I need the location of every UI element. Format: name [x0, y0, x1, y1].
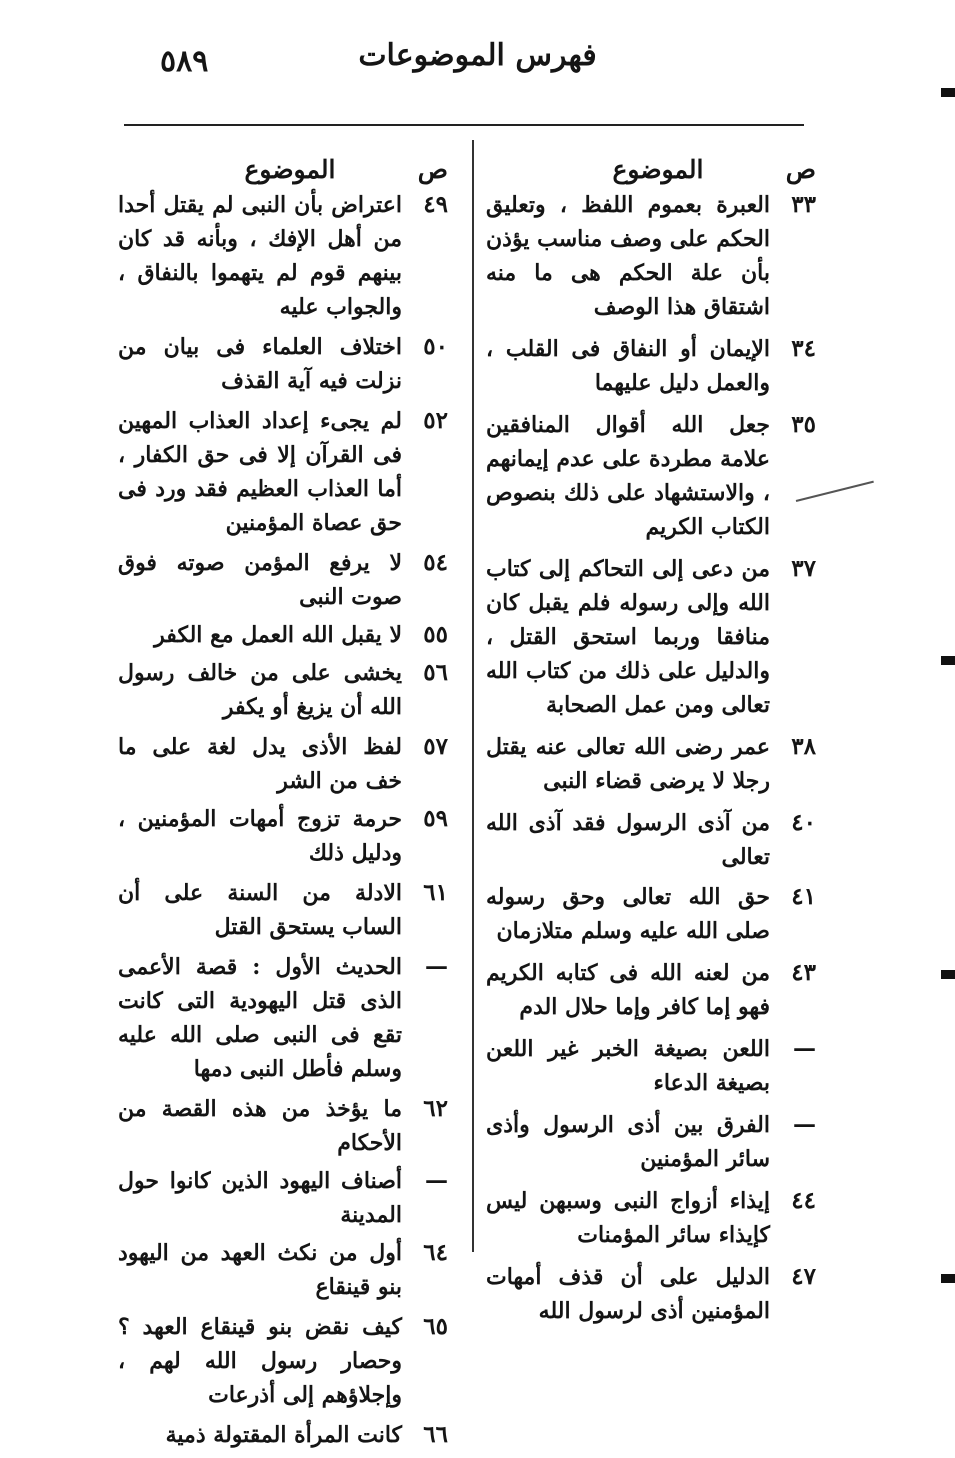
- entry-topic: ما يؤخذ من هذه القصة من الأحكام: [118, 1096, 402, 1156]
- index-entry: [486, 1260, 816, 1328]
- entry-topic: الحديث الأول : قصة الأعمى الذى قتل اليهودية التى كانت تقع فى النبى صلى الله عليه وسلم فأطل النبى دمها: [118, 954, 402, 1082]
- index-entry: [486, 1108, 816, 1176]
- index-entry: [118, 404, 448, 540]
- entry-topic: أول من نكث العهد من اليهود بنو قينقاع: [118, 1240, 402, 1300]
- entry-topic: جعل الله أقوال المنافقين علامة مطردة على عدم إيمانهم ، والاستشهاد على ذلك بنصوص الكتاب الكريم: [486, 412, 770, 540]
- entry-topic: من دعى إلى التحاكم إلى كتاب الله وإلى رسوله فلم يقبل كان منافقا وربما استحق القتل ، والدليل على ذلك من كتاب الله تعالى ومن عمل الصحابة: [486, 556, 770, 718]
- margin-mark: [941, 88, 955, 97]
- index-entry: [118, 188, 448, 324]
- entry-topic: يخشى على من خالف رسول الله أن يزيغ أو يكفر: [118, 660, 402, 720]
- page-column-label: ص: [785, 155, 816, 184]
- entry-topic: اللعن بصيغة الخبر غير اللعن بصيغة الدعاء: [486, 1036, 770, 1096]
- entry-topic: عمر رضى الله تعالى عنه يقتل رجلا لا يرضى قضاء النبى: [486, 734, 770, 794]
- index-entry: [118, 1236, 448, 1304]
- entry-topic: حق الله تعالى وحق رسوله صلى الله عليه وسلم متلازمان: [486, 884, 770, 944]
- index-entry: [486, 956, 816, 1024]
- index-entry: [486, 806, 816, 874]
- column-divider: [472, 140, 474, 1252]
- entry-page-number: ٣٤: [791, 335, 816, 362]
- page-number: ٥٨٩: [160, 44, 209, 79]
- entry-list: [486, 188, 816, 1328]
- entry-page-number: ٤٩: [423, 191, 448, 218]
- entry-page-number: ٥٦: [423, 659, 448, 686]
- entry-page-number: ٦١: [423, 879, 448, 906]
- entry-topic: الدليل على أن قذف أمهات المؤمنين أذى لرسول الله: [486, 1264, 770, 1324]
- entry-page-number: ٥٥: [423, 621, 448, 648]
- entry-topic: من آذى الرسول فقد آذى الله تعالى: [486, 810, 770, 870]
- entry-page-number: ٦٥: [423, 1313, 448, 1340]
- entry-page-number: ٤٤: [791, 1187, 816, 1214]
- margin-mark: [941, 1274, 955, 1283]
- index-entry: [486, 408, 816, 544]
- index-entry: [118, 1418, 448, 1452]
- index-column-left: [118, 140, 448, 1458]
- entry-topic: أصناف اليهود الذين كانوا حول المدينة: [118, 1168, 402, 1228]
- entry-page-number: —: [425, 1167, 448, 1194]
- entry-topic: لفظ الأذى يدل لغة على ما خف من الشر: [118, 734, 402, 794]
- entry-page-number: ٤٣: [791, 959, 816, 986]
- entry-topic: الإيمان أو النفاق فى القلب ، والعمل دليل عليهما: [486, 336, 770, 396]
- index-entry: [486, 552, 816, 722]
- index-entry: [118, 1164, 448, 1232]
- index-entry: [118, 730, 448, 798]
- entry-topic: اعتراض بأن النبى لم يقتل أحدا من أهل الإفك ، وبأنه قد كان بينهم قوم لم يتهموا بالنفاق ، والجواب عليه: [118, 192, 402, 320]
- entry-page-number: ٤١: [791, 883, 816, 910]
- index-entry: [486, 1184, 816, 1252]
- index-entry: [118, 876, 448, 944]
- entry-page-number: ٥٠: [423, 333, 448, 360]
- index-entry: [486, 332, 816, 400]
- entry-page-number: ٦٢: [423, 1095, 448, 1122]
- entry-page-number: —: [793, 1035, 816, 1062]
- index-entry: [118, 1310, 448, 1412]
- topic-column-label: الموضوع: [244, 155, 336, 184]
- index-column-right: [486, 140, 816, 1334]
- index-entry: [486, 1032, 816, 1100]
- entry-page-number: ٣٧: [791, 555, 816, 582]
- entry-topic: إيذاء أزواج النبى وسبهن ليس كإيذاء سائر المؤمنات: [486, 1188, 770, 1248]
- entry-page-number: —: [793, 1111, 816, 1138]
- margin-mark: [941, 656, 955, 665]
- index-entry: [118, 950, 448, 1086]
- entry-topic: لم يجىء إعداد العذاب المهين فى القرآن إلا فى حق الكفار ، أما العذاب العظيم فقد ورد فى حق عصاة المؤمنين: [118, 408, 402, 536]
- entry-page-number: ٤٠: [791, 809, 816, 836]
- entry-page-number: ٦٦: [423, 1421, 448, 1448]
- entry-topic: كيف نقض بنو قينقاع العهد ؟ وحصار رسول الله لهم ، وإجلاؤهم إلى أذرعات: [118, 1314, 402, 1408]
- index-entry: [118, 546, 448, 614]
- column-header: [118, 140, 448, 184]
- entry-topic: الادلة من السنة على أن الساب يستحق القتل: [118, 880, 402, 940]
- index-entry: [486, 880, 816, 948]
- entry-page-number: ٥٢: [423, 407, 448, 434]
- entry-topic: العبرة بعموم اللفظ ، وتعليق الحكم على وصف مناسب يؤذن بأن علة الحكم هى ما منه اشتقاق هذا الوصف: [486, 192, 770, 320]
- entry-page-number: ٥٤: [423, 549, 448, 576]
- margin-mark: [941, 970, 955, 979]
- index-entry: [118, 1092, 448, 1160]
- index-entry: [118, 330, 448, 398]
- header-rule: [124, 124, 804, 126]
- index-entry: [118, 656, 448, 724]
- entry-topic: الفرق بين أذى الرسول وأذى سائر المؤمنين: [486, 1112, 770, 1172]
- entry-topic: لا يرفع المؤمن صوته فوق صوت النبى: [118, 550, 402, 610]
- index-entry: [486, 188, 816, 324]
- entry-list: [118, 188, 448, 1452]
- entry-page-number: ٤٧: [791, 1263, 816, 1290]
- entry-topic: من لعنه الله فى كتابه الكريم فهو إما كافر وإما حلال الدم: [486, 960, 770, 1020]
- column-header: [486, 140, 816, 184]
- running-title: فهرس الموضوعات: [358, 38, 597, 73]
- topic-column-label: الموضوع: [612, 155, 704, 184]
- index-entry: [118, 618, 448, 652]
- entry-topic: حرمة تزوج أمهات المؤمنين ، ودليل ذلك: [118, 806, 402, 866]
- entry-page-number: ٦٤: [423, 1239, 448, 1266]
- entry-topic: لا يقبل الله العمل مع الكفر: [154, 622, 402, 648]
- entry-page-number: ٣٣: [791, 191, 816, 218]
- entry-topic: كانت المرأة المقتولة ذمية: [165, 1422, 402, 1448]
- page-column-label: ص: [417, 155, 448, 184]
- entry-page-number: —: [425, 953, 448, 980]
- entry-page-number: ٥٧: [423, 733, 448, 760]
- index-entry: [118, 802, 448, 870]
- entry-page-number: ٥٩: [423, 805, 448, 832]
- entry-page-number: ٣٨: [791, 733, 816, 760]
- entry-topic: اختلاف العلماء فى بيان من نزلت فيه آية القذف: [118, 334, 402, 394]
- entry-page-number: ٣٥: [791, 411, 816, 438]
- index-entry: [486, 730, 816, 798]
